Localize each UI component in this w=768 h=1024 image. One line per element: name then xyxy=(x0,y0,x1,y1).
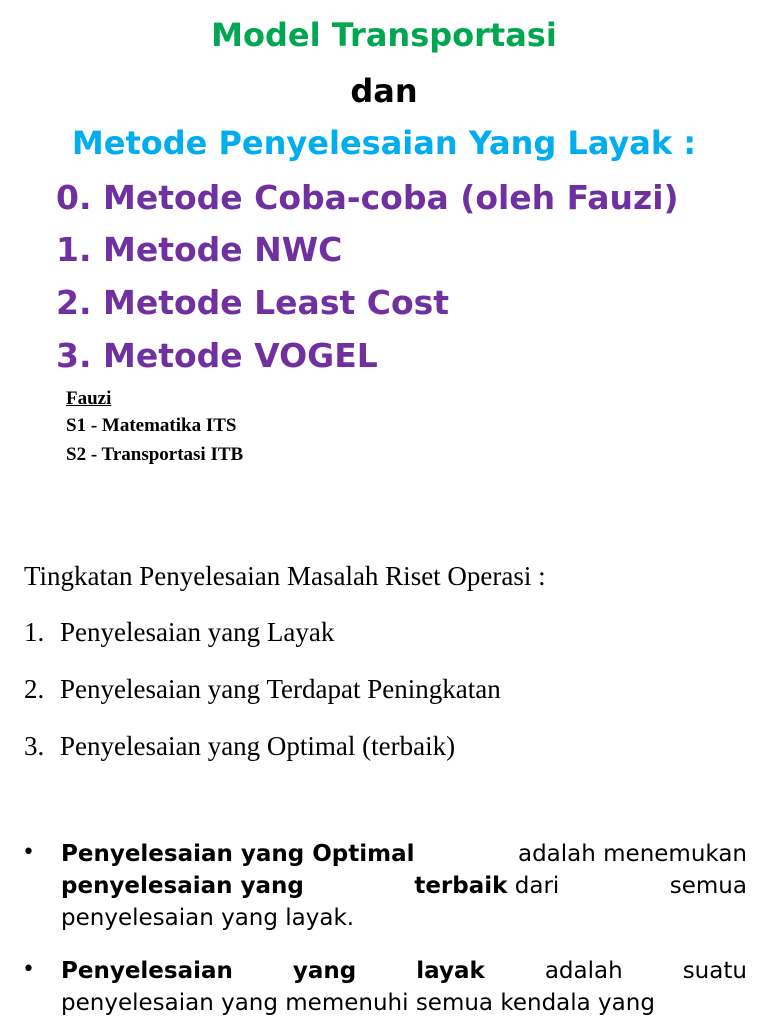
level-text: Penyelesaian yang Terdapat Peningkatan xyxy=(60,674,501,704)
bullet-optimal-line2 xyxy=(61,873,747,899)
level-number: 2. xyxy=(24,674,45,704)
optimal-term-group xyxy=(414,873,559,899)
method-item-nwc: 1. Metode NWC xyxy=(56,230,343,269)
title-metode-layak: Metode Penyelesaian Yang Layak : xyxy=(71,124,697,162)
author-degree-s2: S2 - Transportasi ITB xyxy=(66,444,244,465)
level-item xyxy=(24,731,455,762)
optimal-term: terbaik xyxy=(414,873,508,899)
method-item-vogel: 3. Metode VOGEL xyxy=(56,336,378,375)
bullet-optimal-line3 xyxy=(61,905,747,931)
method-item-least-cost: 2. Metode Least Cost xyxy=(56,283,450,322)
levels-heading: Tingkatan Penyelesaian Masalah Riset Operasi : xyxy=(24,561,546,591)
optimal-term: penyelesaian yang xyxy=(61,873,304,899)
title-model-transportasi: Model Transportasi xyxy=(211,16,557,54)
bullet-point-icon: • xyxy=(22,840,35,865)
optimal-term: Penyelesaian yang Optimal xyxy=(61,841,415,867)
level-number: 3. xyxy=(24,731,45,761)
level-item xyxy=(24,674,501,705)
bullet-point-icon: • xyxy=(22,957,35,982)
author-name: Fauzi xyxy=(66,388,112,409)
level-item xyxy=(24,617,334,648)
level-text: Penyelesaian yang Layak xyxy=(60,617,335,647)
bullet-feasible-line2 xyxy=(61,990,747,1016)
feasible-term: yang xyxy=(292,958,357,984)
feasible-term: Penyelesaian xyxy=(61,958,233,984)
bullet-feasible-line1 xyxy=(61,958,747,984)
optimal-text: penyelesaian yang layak. xyxy=(61,905,355,931)
title-dan: dan xyxy=(350,72,418,110)
feasible-term: layak xyxy=(416,958,485,984)
optimal-text: adalah menemukan xyxy=(517,841,747,867)
author-degree-s1: S1 - Matematika ITS xyxy=(66,415,237,436)
method-item-coba-coba: 0. Metode Coba-coba (oleh Fauzi) xyxy=(56,178,679,217)
feasible-text: penyelesaian yang memenuhi semua kendala yang xyxy=(61,990,655,1016)
bullet-optimal-line1 xyxy=(61,841,747,867)
feasible-text: suatu xyxy=(682,958,747,984)
level-text: Penyelesaian yang Optimal (terbaik) xyxy=(60,731,456,761)
optimal-text: dari xyxy=(514,873,560,899)
feasible-text: adalah xyxy=(544,958,623,984)
level-number: 1. xyxy=(24,617,45,647)
optimal-text: semua xyxy=(669,873,747,899)
